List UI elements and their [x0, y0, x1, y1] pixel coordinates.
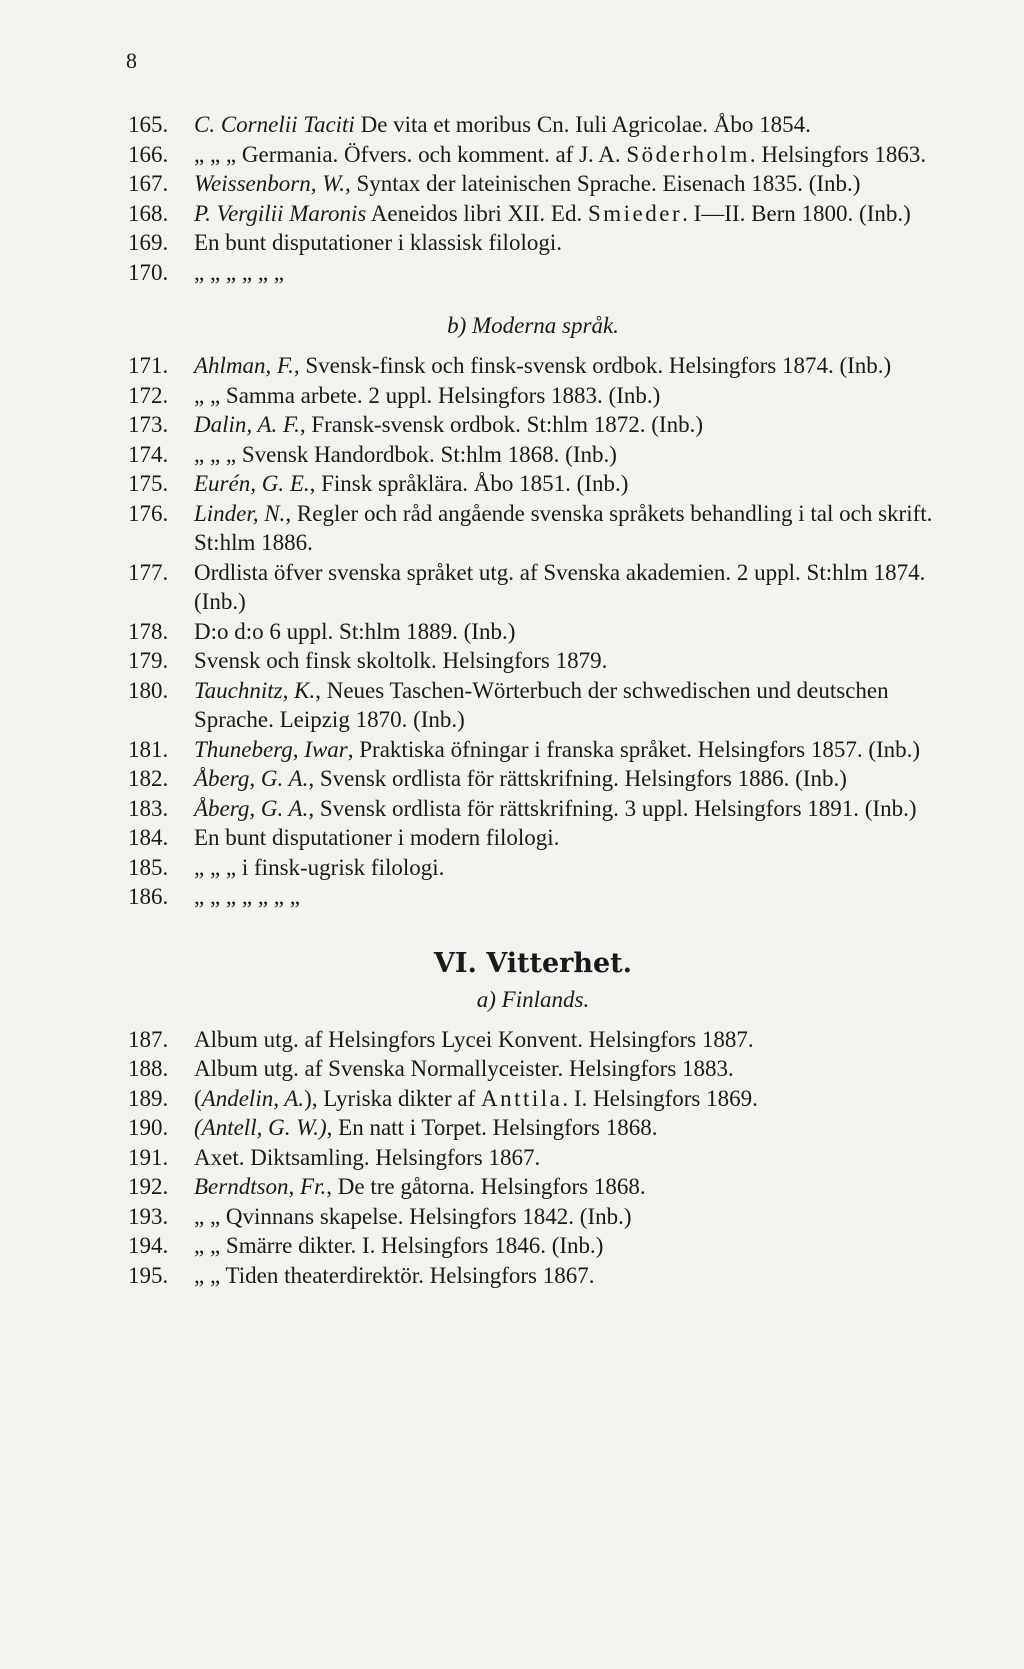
catalog-entry: [128, 351, 938, 381]
entry-text: [194, 1113, 938, 1143]
entry-number: 168.: [128, 200, 169, 226]
catalog-entry: [128, 764, 938, 794]
catalog-entry: [128, 882, 938, 912]
entry-segment: , Svensk ordlista för rättskrifning. Helsingfors 1886. (Inb.): [308, 766, 847, 791]
catalog-entry: [128, 646, 938, 676]
entry-number: 187.: [128, 1026, 169, 1052]
entry-number: 182.: [128, 766, 169, 791]
entry-author: Dalin, A. F.: [194, 412, 300, 437]
entry-number: 176.: [128, 500, 169, 526]
entry-number: 191.: [128, 1144, 169, 1170]
entry-text: [194, 351, 938, 381]
entry-number: 165.: [128, 112, 169, 137]
entry-text: [194, 764, 938, 794]
catalog-entry: [128, 381, 938, 411]
entry-author: Åberg, G. A.: [194, 766, 309, 791]
entry-number: 172.: [128, 382, 169, 408]
subheading-modern-languages: b) Moderna språk.: [447, 313, 619, 338]
entry-text: [194, 469, 938, 499]
entry-number: 170.: [128, 259, 169, 285]
entry-author: Andelin, A.: [201, 1085, 305, 1111]
entry-text: [194, 853, 938, 883]
catalog-entry: [128, 1261, 938, 1291]
catalog-entry: [128, 676, 938, 735]
entry-author: Weissenborn, W.: [194, 171, 346, 196]
entry-segment: , En natt i Torpet. Helsingfors 1868.: [326, 1115, 658, 1140]
entry-number: 188.: [128, 1056, 169, 1081]
entry-text: [194, 381, 938, 411]
entry-segment: , Svensk ordlista för rättskrifning. 3 uppl. Helsingfors 1891. (Inb.): [308, 795, 917, 821]
entry-number: 184.: [128, 825, 169, 850]
entry-text: [194, 169, 938, 199]
entry-text: [194, 1143, 938, 1173]
entry-number: 181.: [128, 736, 169, 762]
entry-text: [194, 228, 938, 258]
entry-segment: , De tre gåtorna. Helsingfors 1868.: [326, 1174, 646, 1199]
entry-number: 192.: [128, 1174, 169, 1199]
entry-text: [194, 499, 938, 558]
entry-segment: D:o d:o 6 uppl. St:hlm 1889. (Inb.): [194, 618, 516, 644]
catalog-entry: [128, 1025, 938, 1055]
entry-number: 171.: [128, 353, 169, 378]
entry-number: 183.: [128, 795, 169, 821]
entry-author: Tauchnitz, K.: [194, 677, 316, 703]
entry-author: Ahlman, F.: [194, 353, 294, 378]
entry-segment: „ „ Qvinnans skapelse. Helsingfors 1842. (Inb.): [194, 1203, 632, 1229]
entry-segment: „ „ Samma arbete. 2 uppl. Helsingfors 1883. (Inb.): [194, 382, 661, 408]
catalog-entry: [128, 1113, 938, 1143]
entry-segment: , Syntax der lateinischen Sprache. Eisenach 1835. (Inb.): [345, 171, 861, 196]
entry-segment: , Neues Taschen-Wörterbuch der schwedischen und deutschen Sprache. Leipzig 1870. (Inb.): [194, 677, 889, 732]
entry-text: [194, 646, 938, 676]
catalog-entry: [128, 1084, 938, 1114]
catalog-entry: [128, 823, 938, 853]
entry-text: [194, 617, 938, 647]
entry-segment: Ordlista öfver svenska språket utg. af Svenska akademien. 2 uppl. St:hlm 1874. (Inb.): [194, 559, 926, 614]
entry-segment: , Fransk-svensk ordbok. St:hlm 1872. (Inb.): [299, 412, 703, 437]
catalog-entry: [128, 440, 938, 470]
entry-author: Thuneberg, Iwar: [194, 736, 348, 762]
catalog-entry: [128, 410, 938, 440]
page-number: 8: [126, 48, 137, 73]
entry-text: [194, 1172, 938, 1202]
entries-modern-languages: [128, 351, 938, 912]
entry-text: [194, 140, 938, 170]
entry-text: [194, 1202, 938, 1232]
entry-segment: „ „ „ Germania. Öfvers. och komment. af J. A.: [194, 141, 627, 167]
entry-segment: ), Lyriska dikter af: [304, 1085, 482, 1111]
entry-text: [194, 410, 938, 440]
entry-segment: En bunt disputationer i klassisk filologi.: [194, 230, 562, 255]
entry-number: 195.: [128, 1262, 169, 1288]
catalog-entry: [128, 258, 938, 288]
entry-number: 175.: [128, 471, 169, 496]
entry-number: 178.: [128, 618, 169, 644]
entry-text: [194, 823, 938, 853]
entry-number: 186.: [128, 884, 169, 909]
entry-segment: , Svensk-finsk och finsk-svensk ordbok. Helsingfors 1874. (Inb.): [293, 353, 892, 378]
entry-number: 194.: [128, 1233, 169, 1258]
entries-classical: [128, 110, 938, 287]
catalog-entry: [128, 110, 938, 140]
entry-author: Berndtson, Fr.: [194, 1174, 327, 1199]
entry-text: [194, 735, 938, 765]
entry-segment: „ „ Tiden theaterdirektör. Helsingfors 1867.: [194, 1262, 595, 1288]
catalog-entry: [128, 140, 938, 170]
catalog-content: [128, 110, 938, 1290]
entry-number: 169.: [128, 230, 169, 255]
entry-text: [194, 1084, 938, 1114]
entry-segment: „ „ „ „ „ „: [194, 259, 285, 285]
catalog-entry: [128, 1202, 938, 1232]
entry-segment: , Finsk språklära. Åbo 1851. (Inb.): [309, 471, 629, 496]
subheading-finlands: a) Finlands.: [476, 986, 590, 1012]
catalog-entry: [128, 1143, 938, 1173]
catalog-entry: [128, 794, 938, 824]
entry-segment: . I. Helsingfors 1869.: [562, 1085, 758, 1111]
catalog-entry: [128, 1231, 938, 1261]
entry-text: [194, 1054, 938, 1084]
entry-author: Linder, N.: [194, 500, 286, 526]
entry-text: [194, 794, 938, 824]
entry-number: 190.: [128, 1115, 169, 1140]
entry-segment: Anttila: [481, 1085, 563, 1111]
catalog-entry: [128, 1054, 938, 1084]
entry-author: (Antell, G. W.): [194, 1115, 327, 1140]
entry-segment: „ „ „ „ „ „ „: [194, 884, 300, 909]
entry-segment: , Regler och råd angående svenska språkets behandling i tal och skrift. St:hlm 1886.: [194, 500, 933, 555]
entry-segment: De vita et moribus Cn. Iuli Agricolae. Åbo 1854.: [354, 112, 811, 137]
entry-segment: . Helsingfors 1863.: [749, 141, 927, 167]
entry-text: [194, 676, 938, 735]
catalog-entry: [128, 853, 938, 883]
entry-segment: „ „ Smärre dikter. I. Helsingfors 1846. (Inb.): [194, 1233, 604, 1258]
entry-segment: „ „ „ Svensk Handordbok. St:hlm 1868. (Inb.): [194, 441, 617, 467]
entry-number: 179.: [128, 648, 169, 673]
entry-number: 167.: [128, 171, 169, 196]
entry-text: [194, 558, 938, 617]
catalog-entry: [128, 469, 938, 499]
catalog-entry: [128, 199, 938, 229]
entry-segment: Album utg. af Svenska Normallyceister. Helsingfors 1883.: [194, 1056, 734, 1081]
section-heading-vitterhet: VI. Vitterhet.: [433, 947, 633, 979]
entry-segment: En bunt disputationer i modern filologi.: [194, 825, 560, 850]
entry-number: 166.: [128, 141, 169, 167]
entry-author: Åberg, G. A.: [194, 795, 309, 821]
entry-text: [194, 1025, 938, 1055]
catalog-entry: [128, 499, 938, 558]
entry-author: Eurén, G. E.: [194, 471, 310, 496]
catalog-entry: [128, 617, 938, 647]
entry-number: 174.: [128, 441, 169, 467]
catalog-entry: [128, 169, 938, 199]
entry-text: [194, 1231, 938, 1261]
entries-finlands: [128, 1025, 938, 1291]
entry-segment: Smieder: [587, 200, 683, 226]
entry-number: 173.: [128, 412, 169, 437]
entry-number: 180.: [128, 677, 169, 703]
entry-author: P. Vergilii Maronis: [194, 200, 367, 226]
catalog-entry: [128, 558, 938, 617]
entry-segment: Aeneidos libri XII. Ed.: [366, 200, 588, 226]
entry-text: [194, 110, 938, 140]
catalog-entry: [128, 1172, 938, 1202]
entry-segment: Axet. Diktsamling. Helsingfors 1867.: [194, 1144, 541, 1170]
entry-segment: Album utg. af Helsingfors Lycei Konvent. Helsingfors 1887.: [194, 1026, 754, 1052]
entry-text: [194, 882, 938, 912]
entry-segment: Söderholm: [626, 141, 750, 167]
entry-text: [194, 258, 938, 288]
entry-segment: . I—II. Bern 1800. (Inb.): [682, 200, 911, 226]
entry-segment: (: [194, 1085, 202, 1111]
catalog-entry: [128, 735, 938, 765]
entry-author: C. Cornelii Taciti: [194, 112, 355, 137]
entry-number: 177.: [128, 559, 169, 585]
entry-number: 189.: [128, 1085, 169, 1111]
entry-number: 185.: [128, 854, 169, 880]
entry-text: [194, 199, 938, 229]
entry-text: [194, 1261, 938, 1291]
entry-text: [194, 440, 938, 470]
entry-segment: , Praktiska öfningar i franska språket. Helsingfors 1857. (Inb.): [347, 736, 921, 762]
catalog-entry: [128, 228, 938, 258]
entry-number: 193.: [128, 1203, 169, 1229]
entry-segment: „ „ „ i finsk-ugrisk filologi.: [194, 854, 445, 880]
entry-segment: Svensk och finsk skoltolk. Helsingfors 1879.: [194, 648, 608, 673]
